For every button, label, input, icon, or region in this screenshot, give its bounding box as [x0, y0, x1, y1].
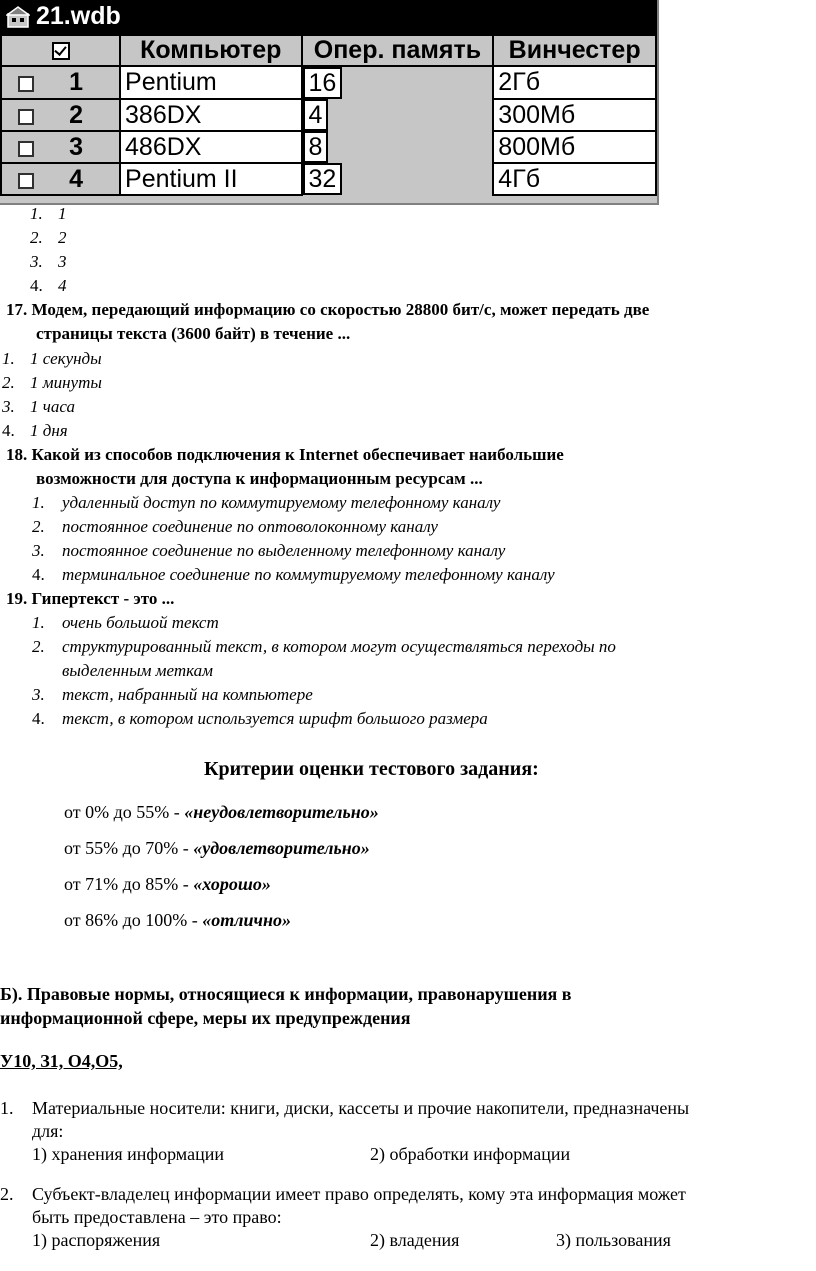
cell-hdd[interactable]: 300Мб: [493, 99, 656, 131]
q18-question-cont: возможности для доступа к информационным ресурсам ...: [36, 469, 483, 488]
row-header[interactable]: [1, 131, 120, 163]
q17-option: 1. 1 секунды: [2, 349, 102, 368]
cell-ram[interactable]: 4: [303, 99, 329, 131]
cell-hdd[interactable]: 800Мб: [493, 131, 656, 163]
q16-option: 2. 2: [30, 228, 67, 247]
q19-option: 2. структурированный текст, в котором могут осуществляться переходы по: [32, 637, 616, 656]
column-header-computer[interactable]: Компьютер: [120, 35, 302, 66]
q18-option: 3. постоянное соединение по выделенному телефонному каналу: [32, 541, 506, 560]
cell-hdd[interactable]: 4Гб: [493, 163, 656, 195]
table-row: [1, 163, 656, 195]
database-window: [0, 0, 659, 205]
table-header-row: [1, 35, 656, 66]
column-header-hdd[interactable]: Винчестер: [493, 35, 656, 66]
row-number: 3: [69, 132, 84, 161]
q19-option: 1. очень большой текст: [32, 613, 219, 632]
criteria-title: Критерии оценки тестового задания:: [204, 758, 539, 780]
q16-option: 1. 1: [30, 204, 67, 223]
column-header-ram[interactable]: Опер. память: [302, 35, 494, 66]
row-number: 2: [69, 100, 84, 129]
q19-question: 19. Гипертекст - это ...: [6, 589, 175, 608]
cell-ram[interactable]: 8: [303, 131, 329, 163]
bq2-answer: 3) пользования: [556, 1230, 671, 1250]
bq1-answer: 1) хранения информации: [32, 1144, 224, 1164]
bq1-question-cont: для:: [32, 1121, 64, 1141]
row-number: 4: [69, 164, 84, 193]
q17-question-cont: страницы текста (3600 байт) в течение ...: [36, 324, 351, 343]
cell-computer[interactable]: Pentium II: [120, 163, 302, 195]
row-checkbox[interactable]: [18, 173, 34, 189]
q19-option: 3. текст, набранный на компьютере: [32, 685, 313, 704]
q19-option: 4. текст, в котором используется шрифт большого размера: [32, 709, 488, 728]
row-checkbox[interactable]: [18, 76, 34, 92]
q17-option: 3. 1 часа: [2, 397, 75, 416]
database-icon: [6, 5, 30, 29]
row-checkbox[interactable]: [18, 141, 34, 157]
criteria-item: от 0% до 55% - «неудовлетворительно»: [64, 802, 379, 822]
q18-option: 2. постоянное соединение по оптоволоконному каналу: [32, 517, 438, 536]
bq1-question: 1. Материальные носители: книги, диски, кассеты и прочие накопители, предназначены: [0, 1098, 690, 1118]
q16-option: 3. 3: [30, 252, 67, 271]
select-all-cell[interactable]: [1, 35, 120, 66]
q17-option: 4. 1 дня: [2, 421, 68, 440]
row-checkbox[interactable]: [18, 109, 34, 125]
bq1-answer: 2) обработки информации: [370, 1144, 571, 1164]
cell-ram[interactable]: 16: [303, 67, 343, 99]
criteria-item: от 55% до 70% - «удовлетворительно»: [64, 838, 370, 858]
q19-option-cont: выделенным меткам: [62, 661, 214, 680]
q17-option: 2. 1 минуты: [2, 373, 102, 392]
select-all-checkbox[interactable]: [52, 42, 70, 60]
cell-computer[interactable]: 486DX: [120, 131, 302, 163]
database-title-bar: [0, 0, 657, 34]
bq2-question: 2. Субъект-владелец информации имеет право определять, кому эта информация может: [0, 1184, 686, 1204]
q18-question: 18. Какой из способов подключения к Internet обеспечивает наибольшие: [6, 445, 564, 464]
row-number: 1: [69, 68, 84, 96]
cell-hdd[interactable]: 2Гб: [493, 66, 656, 99]
database-title: 21.wdb: [36, 2, 121, 30]
section-b-codes: У10, З1, О4,О5,: [0, 1051, 123, 1071]
cell-computer[interactable]: Pentium: [120, 66, 302, 99]
bq2-answer: 2) владения: [370, 1230, 460, 1250]
section-b-title: Б). Правовые нормы, относящиеся к информации, правонарушения в: [0, 984, 572, 1004]
table-row: [1, 66, 656, 99]
bq2-question-cont: быть предоставлена – это право:: [32, 1207, 282, 1227]
table-row: [1, 131, 656, 163]
row-header[interactable]: [1, 99, 120, 131]
row-header[interactable]: [1, 163, 120, 195]
q18-option: 1. удаленный доступ по коммутируемому телефонному каналу: [32, 493, 501, 512]
criteria-item: от 71% до 85% - «хорошо»: [64, 874, 271, 894]
bq2-answer: 1) распоряжения: [32, 1230, 161, 1250]
section-b-title-cont: информационной сфере, меры их предупреждения: [0, 1008, 411, 1028]
database-table: [0, 34, 657, 196]
cell-ram[interactable]: 32: [303, 163, 343, 195]
cell-computer[interactable]: 386DX: [120, 99, 302, 131]
q17-question: 17. Модем, передающий информацию со скоростью 28800 бит/с, может передать две: [6, 300, 650, 319]
q18-option: 4. терминальное соединение по коммутируемому телефонному каналу: [32, 565, 555, 584]
table-row: [1, 99, 656, 131]
row-header[interactable]: [1, 66, 120, 99]
criteria-item: от 86% до 100% - «отлично»: [64, 910, 291, 930]
q16-option: 4. 4: [30, 276, 67, 295]
